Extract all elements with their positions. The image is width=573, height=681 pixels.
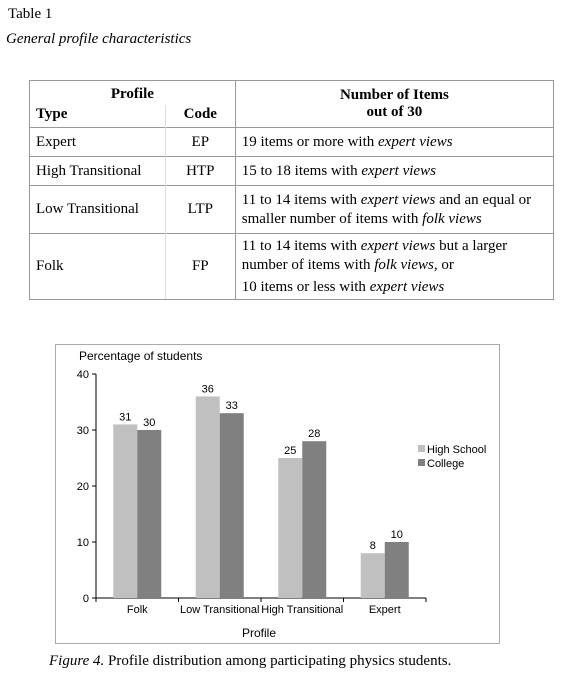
bar-chart xyxy=(56,345,499,643)
bar xyxy=(137,430,161,598)
y-tick-label: 0 xyxy=(82,593,89,605)
x-tick-label: High Transitional xyxy=(261,604,344,616)
x-axis-label: Profile xyxy=(241,626,277,640)
y-tick-label: 30 xyxy=(76,425,89,437)
y-tick-label: 10 xyxy=(76,537,89,549)
table-row xyxy=(30,234,554,300)
cell-type: Expert xyxy=(30,128,166,157)
bar xyxy=(113,424,137,598)
cell-code: HTP xyxy=(165,157,235,186)
profile-table xyxy=(29,80,554,300)
description-segment: but a larger number of items with xyxy=(241,237,508,273)
legend-label: College xyxy=(427,458,465,470)
cell-code: EP xyxy=(165,128,235,157)
description-segment: folk views, xyxy=(374,256,438,273)
cell-type: Low Transitional xyxy=(30,186,166,234)
y-axis-label: Percentage of students xyxy=(79,349,203,363)
cell-type: Folk xyxy=(30,234,166,300)
legend-label: High School xyxy=(427,444,487,456)
description-line xyxy=(242,237,547,275)
description-segment: expert views xyxy=(361,162,436,179)
header-number-of-items xyxy=(235,81,553,128)
header-type: Type xyxy=(30,105,166,128)
data-label: 28 xyxy=(308,428,321,441)
bar xyxy=(361,553,385,598)
data-label: 30 xyxy=(143,417,156,429)
chart-frame xyxy=(55,344,500,644)
bar xyxy=(196,396,220,598)
header-profile: Profile xyxy=(30,81,236,105)
table-row xyxy=(30,128,554,157)
table-row xyxy=(30,186,554,234)
description-segment: 15 to 18 items with xyxy=(241,162,362,179)
data-label: 31 xyxy=(119,411,132,424)
legend-swatch xyxy=(418,445,425,452)
data-label: 25 xyxy=(284,445,297,457)
cell-description xyxy=(235,186,553,234)
legend-swatch xyxy=(418,459,425,466)
table-caption: General profile characteristics xyxy=(6,31,192,47)
cell-description xyxy=(235,234,553,300)
y-tick-label: 40 xyxy=(76,369,89,381)
data-label: 8 xyxy=(369,540,376,553)
description-line xyxy=(242,191,547,229)
header-items-line2: out of 30 xyxy=(366,104,423,120)
bar xyxy=(220,413,244,598)
table-label: Table 1 xyxy=(8,6,53,22)
figure-caption-text: Profile distribution among participating physics students. xyxy=(104,653,452,669)
header-code: Code xyxy=(165,105,235,128)
description-segment: 11 to 14 items with xyxy=(241,191,361,208)
description-segment: 11 to 14 items with xyxy=(241,237,361,254)
description-line xyxy=(242,278,547,297)
table-body xyxy=(30,128,554,300)
cell-description xyxy=(235,157,553,186)
description-segment: expert views xyxy=(378,133,453,150)
data-label: 36 xyxy=(201,383,214,396)
description-line xyxy=(242,162,547,181)
x-tick-label: Low Transitional xyxy=(180,604,260,616)
header-items-line1: Number of Items xyxy=(339,87,449,103)
data-label: 10 xyxy=(390,529,403,541)
x-tick-label: Folk xyxy=(126,604,148,616)
data-label: 33 xyxy=(225,400,238,413)
cell-code: FP xyxy=(165,234,235,300)
cell-code: LTP xyxy=(165,186,235,234)
description-segment: expert views xyxy=(360,191,436,208)
table-row xyxy=(30,157,554,186)
description-line xyxy=(242,133,547,152)
description-segment: 19 items or more with xyxy=(241,133,378,150)
description-segment: or xyxy=(437,256,454,273)
description-segment: expert views xyxy=(369,278,445,295)
description-segment: expert views xyxy=(360,237,436,254)
figure-caption xyxy=(49,653,451,670)
cell-type: High Transitional xyxy=(30,157,166,186)
bar xyxy=(385,542,409,598)
bar xyxy=(278,458,302,598)
description-segment: folk views xyxy=(422,210,482,227)
cell-description xyxy=(235,128,553,157)
x-tick-label: Expert xyxy=(368,604,401,616)
description-segment: 10 items or less with xyxy=(241,278,370,295)
description-segment: and an equal or smaller number of items with xyxy=(241,191,532,227)
bar xyxy=(302,441,326,598)
y-tick-label: 20 xyxy=(76,481,89,493)
figure-number: Figure 4. xyxy=(49,653,105,669)
